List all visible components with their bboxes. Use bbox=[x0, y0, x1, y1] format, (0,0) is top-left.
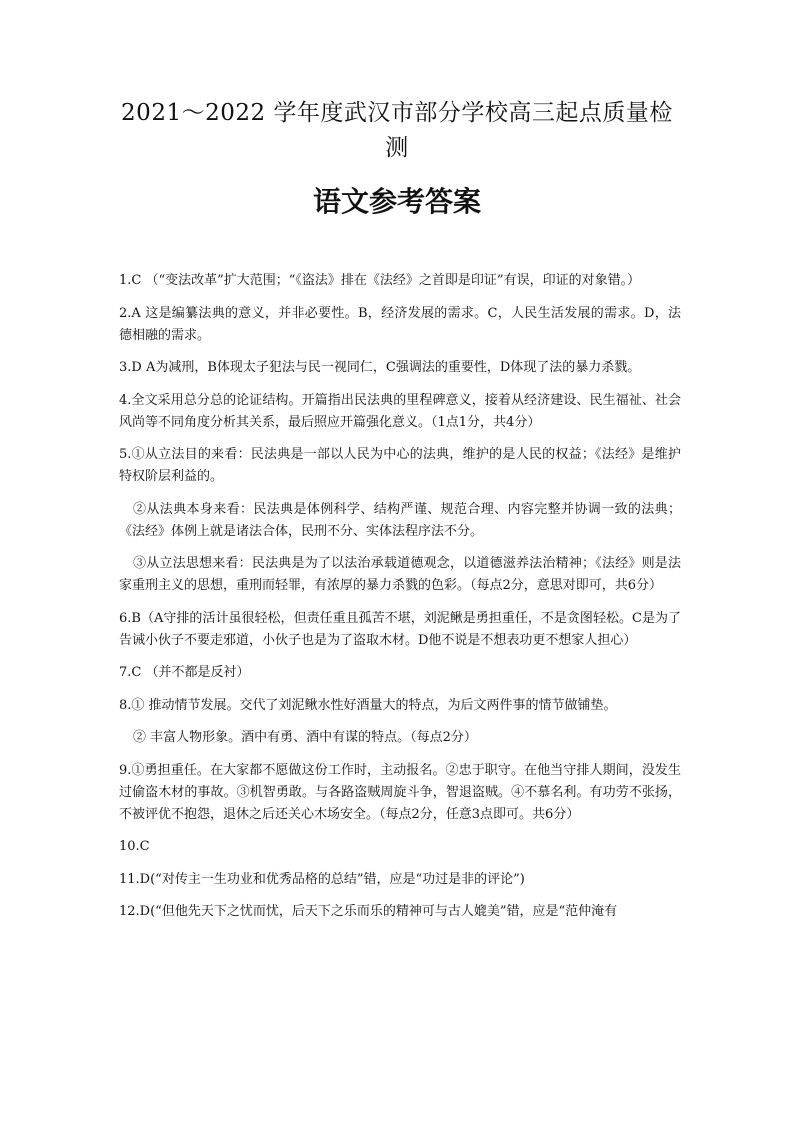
answer-list bbox=[119, 270, 681, 934]
answer-item-5-part-2: ②从法典本身来看：民法典是体例科学、结构严谨、规范合理、内容完整并协调一致的法典；《法经》体例上就是诸法合体，民刑不分、实体法程序法不分。 bbox=[119, 501, 681, 539]
answer-item-5-part-1: 5.①从立法目的来看：民法典是一部以人民为中心的法典，维护的是人民的权益；《法经》是维护特权阶层利益的。 bbox=[119, 447, 681, 484]
answer-item-3: 3.D A为减刑，B体现太子犯法与民一视同仁，C强调法的重要性，D体现了法的暴力杀戮。 bbox=[119, 360, 641, 375]
answer-item-11: 11.D(“对传主一生功业和优秀品格的总结”错，应是“功过是非的评论”) bbox=[119, 871, 525, 887]
document-subtitle: 语文参考答案 bbox=[312, 185, 481, 218]
document-title: 2021～2022 学年度武汉市部分学校高三起点质量检测 bbox=[121, 100, 673, 161]
answer-item-8-part-1: 8.① 推动情节发展。交代了刘泥鳅水性好酒量大的特点，为后文两件事的情节做铺垫。 bbox=[119, 697, 617, 713]
answer-item-10: 10.C bbox=[119, 839, 150, 854]
answer-item-4: 4.全文采用总分总的论证结构。开篇指出民法典的里程碑意义，接着从经济建设、民生福祉、社会风尚等不同角度分析其关系，最后照应开篇强化意义。（1点1分，共4分） bbox=[119, 392, 681, 430]
answer-item-6: 6.B（A守排的活计虽很轻松，但责任重且孤苦不堪，刘泥鳅是勇担重任，不是贪图轻松。C是为了告诫小伙子不要走邪道，小伙子也是为了盗取木材。D他不说是不想表功更不想家人担心） bbox=[119, 610, 681, 648]
answer-item-7: 7.C （并不都是反衬） bbox=[119, 665, 250, 680]
answer-item-12: 12.D(“但他先天下之忧而忧，后天下之乐而乐的精神可与古人媲美”错，应是“范仲淹有 bbox=[119, 904, 618, 919]
answer-item-2: 2.A 这是编纂法典的意义，并非必要性。B，经济发展的需求。C，人民生活发展的需求。D，法德相融的需求。 bbox=[119, 305, 681, 343]
answer-item-9: 9.①勇担重任。在大家都不愿做这份工作时，主动报名。②忠于职守。在他当守排人期间，没发生过偷盗木材的事故。③机智勇敢。与各路盗贼周旋斗争，智退盗贼。④不慕名利。有功劳不张扬，不被评优不抱怨，退休之后还关心木场安全。（每点2分，任意3点即可。共6分） bbox=[119, 762, 681, 822]
answer-item-5-part-3: ③从立法思想来看：民法典是为了以法治承载道德观念，以道德滋养法治精神；《法经》则是法家重刑主义的思想，重刑而轻罪，有浓厚的暴力杀戮的色彩。（每点2分，意思对即可，共6分） bbox=[119, 556, 681, 593]
answer-item-8-part-2: ② 丰富人物形象。酒中有勇、酒中有谋的特点。（每点2分） bbox=[133, 730, 477, 745]
answer-item-1: 1.C （“变法改革”扩大范围；“《盗法》排在《法经》之首即是印证”有误，印证的对象错。） bbox=[119, 273, 641, 288]
